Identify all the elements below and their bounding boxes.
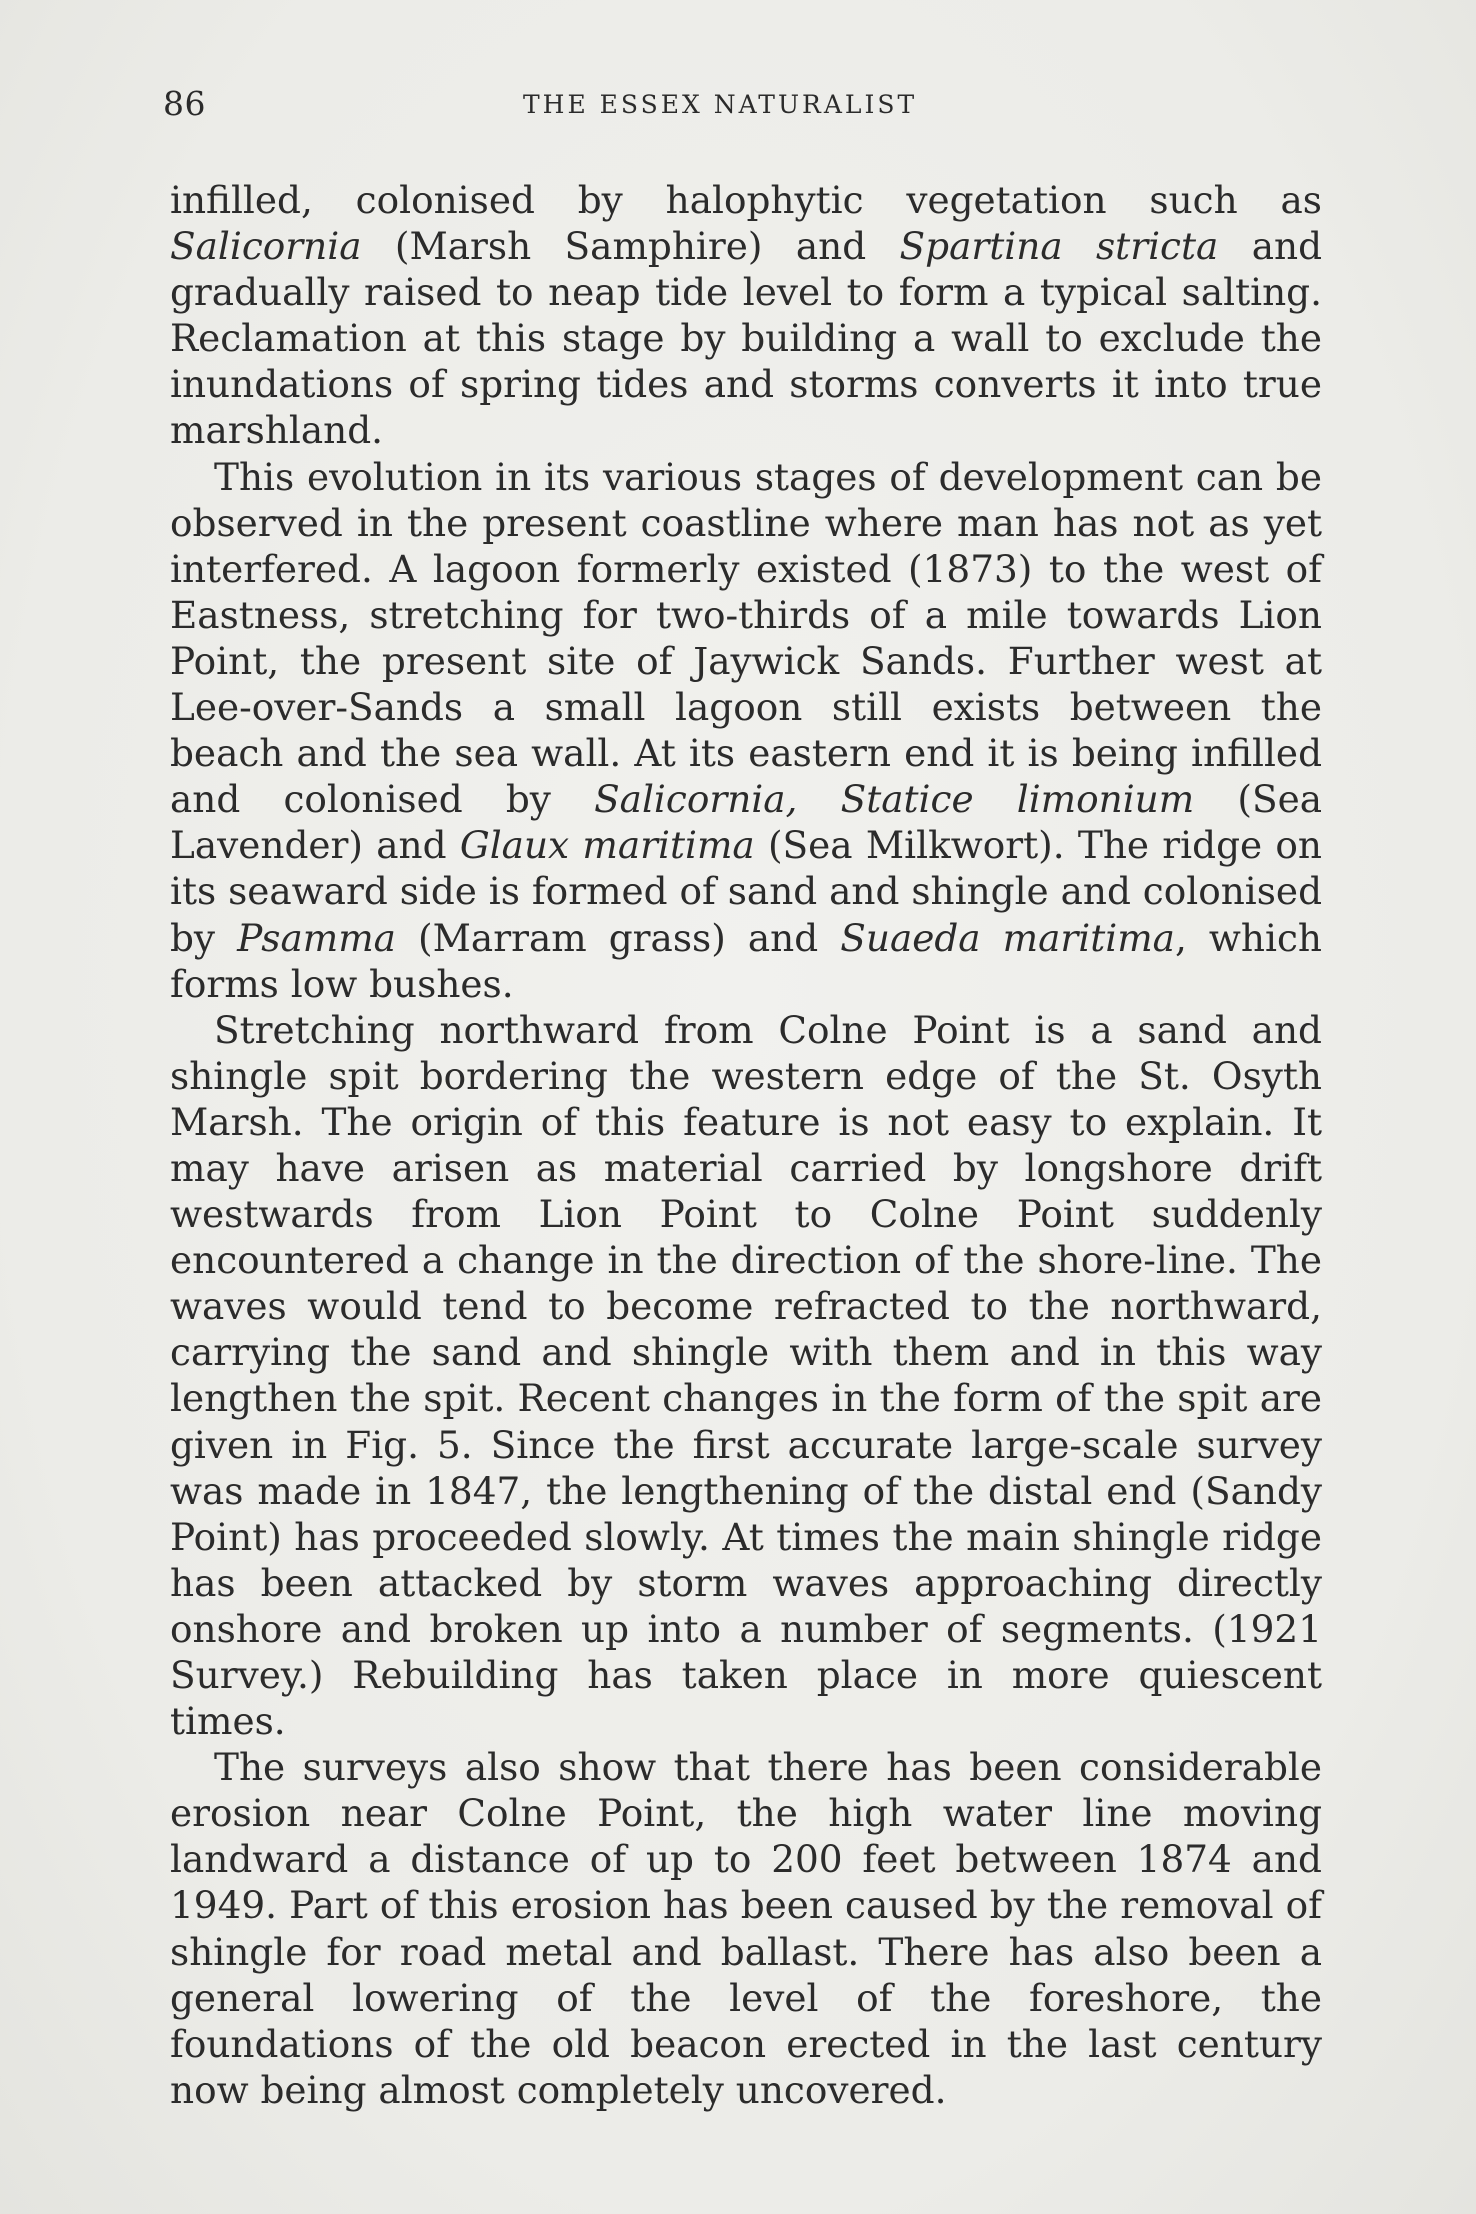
paragraph-3: [170, 1007, 1322, 1745]
italic-term: Spartina stricta: [899, 224, 1219, 269]
text-run: , which forms low bushes.: [170, 915, 1322, 1006]
text-run: and gradually raised to neap tide level to form a typical salting. Reclamation at this stage by building a wall to exclude the inundations of spring tides and storms converts it into true marshland.: [170, 224, 1322, 453]
text-run: This evolution in its various stages of development can be observed in the present coastline where man has not as yet interfered. A lagoon formerly existed (1873) to the west of Eastness, stretching for two-thirds of a mile towards Lion Point, the present site of Jaywick Sands. Further west at Lee-over-Sands a small lagoon still exists between the beach and the sea wall. At its eastern end it is being infilled and colonised by: [170, 454, 1322, 822]
page-number: 86: [163, 84, 206, 123]
italic-term: Salicornia, Statice limonium: [594, 777, 1195, 822]
text-run: Stretching northward from Colne Point is a sand and shingle spit bordering the western edge of the St. Osyth Marsh. The origin of this feature is not easy to explain. It may have arisen as material carried by longshore drift westwards from Lion Point to Colne Point suddenly encountered a change in the direction of the shore-line. The waves would tend to become refracted to the northward, carrying the sand and shingle with them and in this way lengthen the spit. Recent changes in the form of the spit are given in Fig. 5. Since the first accurate large-scale survey was made in 1847, the lengthening of the distal end (Sandy Point) has proceeded slowly. At times the main shingle ridge has been attacked by storm waves approaching directly onshore and broken up into a number of segments. (1921 Survey.) Rebuilding has taken place in more quiescent times.: [170, 1007, 1322, 1744]
paragraph-1: [170, 177, 1322, 454]
text-run: (Sea Lavender) and: [170, 777, 1322, 868]
paragraph-4: [170, 1744, 1322, 2113]
journal-title: THE ESSEX NATURALIST: [523, 90, 918, 119]
text-run: (Sea Milkwort). The ridge on its seaward side is formed of sand and shingle and colonised by: [170, 823, 1322, 960]
text-run: The surveys also show that there has been considerable erosion near Colne Point, the high water line moving landward a distance of up to 200 feet between 1874 and 1949. Part of this erosion has been caused by the removal of shingle for road metal and ballast. There has also been a general lowering of the level of the foreshore, the foundations of the old beacon erected in the last century now being almost completely uncovered.: [170, 1745, 1322, 2112]
text-run: infilled, colonised by halophytic vegetation such as: [170, 178, 1322, 222]
italic-term: Psamma: [237, 915, 396, 960]
running-head: [163, 84, 1323, 128]
text-run: (Marsh Samphire) and: [361, 224, 900, 269]
body-text: [170, 177, 1322, 2113]
italic-term: Salicornia: [170, 224, 362, 269]
italic-term: Suaeda maritima: [840, 915, 1175, 960]
text-run: (Marram grass) and: [395, 915, 841, 960]
paragraph-2: [170, 454, 1322, 1007]
italic-term: Glaux maritima: [459, 823, 755, 868]
